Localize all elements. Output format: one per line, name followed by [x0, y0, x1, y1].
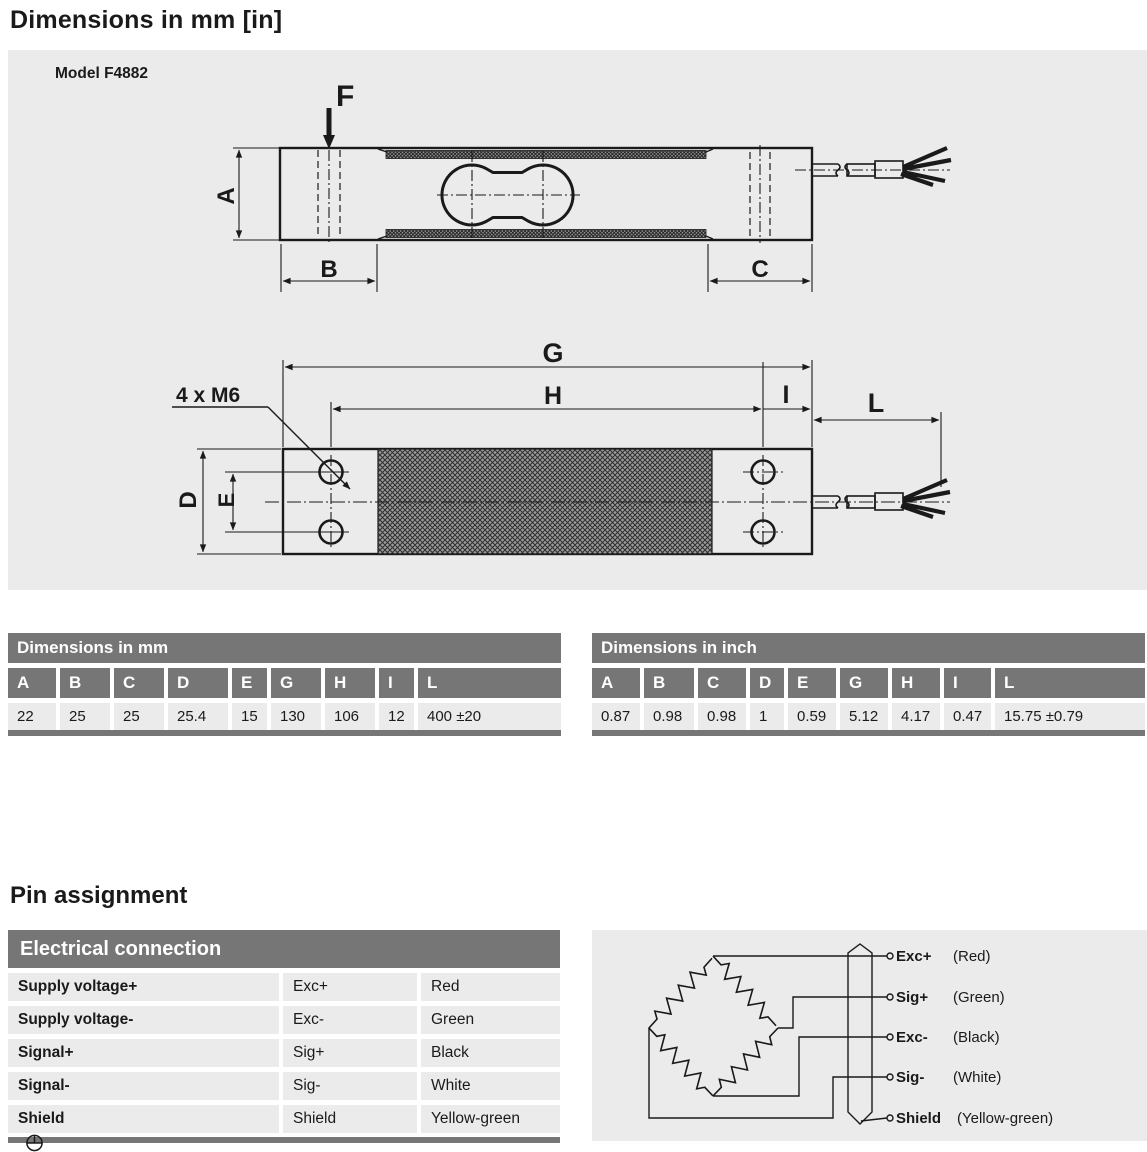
mm-col-G: G	[271, 668, 321, 698]
electrical-wire-color: Red	[421, 973, 560, 1001]
dimensions-mm-table	[8, 633, 561, 736]
wheatstone-bridge	[643, 951, 783, 1100]
mm-table-title: Dimensions in mm	[8, 633, 561, 663]
electrical-pin: Sig+	[283, 1039, 417, 1067]
mm-col-A: A	[8, 668, 56, 698]
mm-val-B: 25	[60, 703, 110, 730]
terminal-pin-sigp: Sig+	[896, 989, 929, 1006]
terminal-dots	[887, 953, 893, 1121]
terminal-pin-shield: Shield	[896, 1110, 942, 1127]
inch-val-G: 5.12	[840, 703, 888, 730]
inch-col-A: A	[592, 668, 640, 698]
mm-col-H: H	[325, 668, 375, 698]
electrical-table-title: Electrical connection	[8, 930, 560, 968]
inch-col-I: I	[944, 668, 991, 698]
inch-table-bottom-rule	[592, 730, 1145, 736]
label-E: E	[214, 492, 239, 508]
inch-table-title: Dimensions in inch	[592, 633, 1145, 663]
label-thread: 4 x M6	[176, 384, 241, 407]
mm-val-A: 22	[8, 703, 56, 730]
electrical-wire-color: Yellow-green	[421, 1105, 560, 1133]
label-D: D	[175, 491, 202, 509]
mm-val-H: 106	[325, 703, 375, 730]
inch-val-D: 1	[750, 703, 784, 730]
electrical-function: Supply voltage+	[8, 973, 279, 1001]
mm-col-D: D	[168, 668, 228, 698]
mm-col-I: I	[379, 668, 414, 698]
electrical-pin: Exc-	[283, 1006, 417, 1034]
inch-col-D: D	[750, 668, 784, 698]
mm-val-E: 15	[232, 703, 267, 730]
electrical-function: Signal-	[8, 1072, 279, 1100]
inch-col-E: E	[788, 668, 836, 698]
bridge-circuit	[592, 930, 1147, 1141]
mm-col-B: B	[60, 668, 110, 698]
label-A: A	[213, 187, 240, 205]
force-arrow	[323, 108, 335, 149]
electrical-wire-color: Black	[421, 1039, 560, 1067]
terminal-wire-excp: (Red)	[953, 948, 991, 965]
label-F: F	[336, 80, 355, 113]
mm-val-C: 25	[114, 703, 164, 730]
mm-val-D: 25.4	[168, 703, 228, 730]
inch-col-H: H	[892, 668, 940, 698]
circuit-diagram-panel	[592, 930, 1147, 1141]
electrical-wire-color: Green	[421, 1006, 560, 1034]
electrical-function-shield: Shield	[8, 1105, 279, 1133]
cable-plan	[812, 480, 950, 517]
terminal-wire-sigp: (Green)	[953, 989, 1005, 1006]
label-B: B	[320, 256, 338, 283]
terminal-wire-sigm: (White)	[953, 1069, 1002, 1086]
dim-L	[814, 412, 941, 487]
dim-H-I	[331, 362, 810, 447]
electrical-table-bottom-rule	[8, 1137, 560, 1143]
side-view	[233, 108, 951, 292]
inch-val-A: 0.87	[592, 703, 640, 730]
electrical-function: Signal+	[8, 1039, 279, 1067]
circuit-wires	[649, 956, 887, 1121]
inch-val-I: 0.47	[944, 703, 991, 730]
terminal-pin-excp: Exc+	[896, 948, 932, 965]
inch-col-L: L	[995, 668, 1145, 698]
electrical-pin: Exc+	[283, 973, 417, 1001]
mm-col-E: E	[232, 668, 267, 698]
dimension-drawing-panel	[8, 50, 1147, 590]
mm-val-L: 400 ±20	[418, 703, 561, 730]
mm-col-C: C	[114, 668, 164, 698]
inch-val-C: 0.98	[698, 703, 746, 730]
mm-val-I: 12	[379, 703, 414, 730]
label-C: C	[751, 256, 769, 283]
electrical-wire-color: White	[421, 1072, 560, 1100]
electrical-pin: Sig-	[283, 1072, 417, 1100]
inch-val-E: 0.59	[788, 703, 836, 730]
mm-table-bottom-rule	[8, 730, 561, 736]
electrical-pin: Shield	[283, 1105, 417, 1133]
dimensions-inch-table	[592, 633, 1145, 736]
mm-val-G: 130	[271, 703, 321, 730]
inch-val-B: 0.98	[644, 703, 694, 730]
pin-assignment-title: Pin assignment	[10, 882, 188, 909]
inch-col-G: G	[840, 668, 888, 698]
model-label: Model F4882	[55, 65, 149, 82]
inch-val-H: 4.17	[892, 703, 940, 730]
mm-col-L: L	[418, 668, 561, 698]
earth-ground-icon	[25, 1133, 44, 1152]
electrical-function: Supply voltage-	[8, 1006, 279, 1034]
terminal-wire-excm: (Black)	[953, 1029, 1000, 1046]
cable-sheath-outline	[848, 944, 872, 1124]
label-G: G	[542, 338, 564, 368]
label-H: H	[543, 382, 563, 410]
terminal-pin-sigm: Sig-	[896, 1069, 925, 1086]
cable-side	[795, 148, 951, 185]
inch-col-C: C	[698, 668, 746, 698]
terminal-pin-excm: Exc-	[896, 1029, 928, 1046]
inch-val-L: 15.75 ±0.79	[995, 703, 1145, 730]
page-title: Dimensions in mm [in]	[10, 6, 283, 34]
inch-col-B: B	[644, 668, 694, 698]
load-cell-drawing	[8, 50, 1147, 590]
terminal-wire-shield: (Yellow-green)	[957, 1110, 1054, 1127]
label-I: I	[782, 381, 790, 409]
label-L: L	[867, 388, 885, 418]
electrical-connection-table	[8, 930, 560, 1143]
